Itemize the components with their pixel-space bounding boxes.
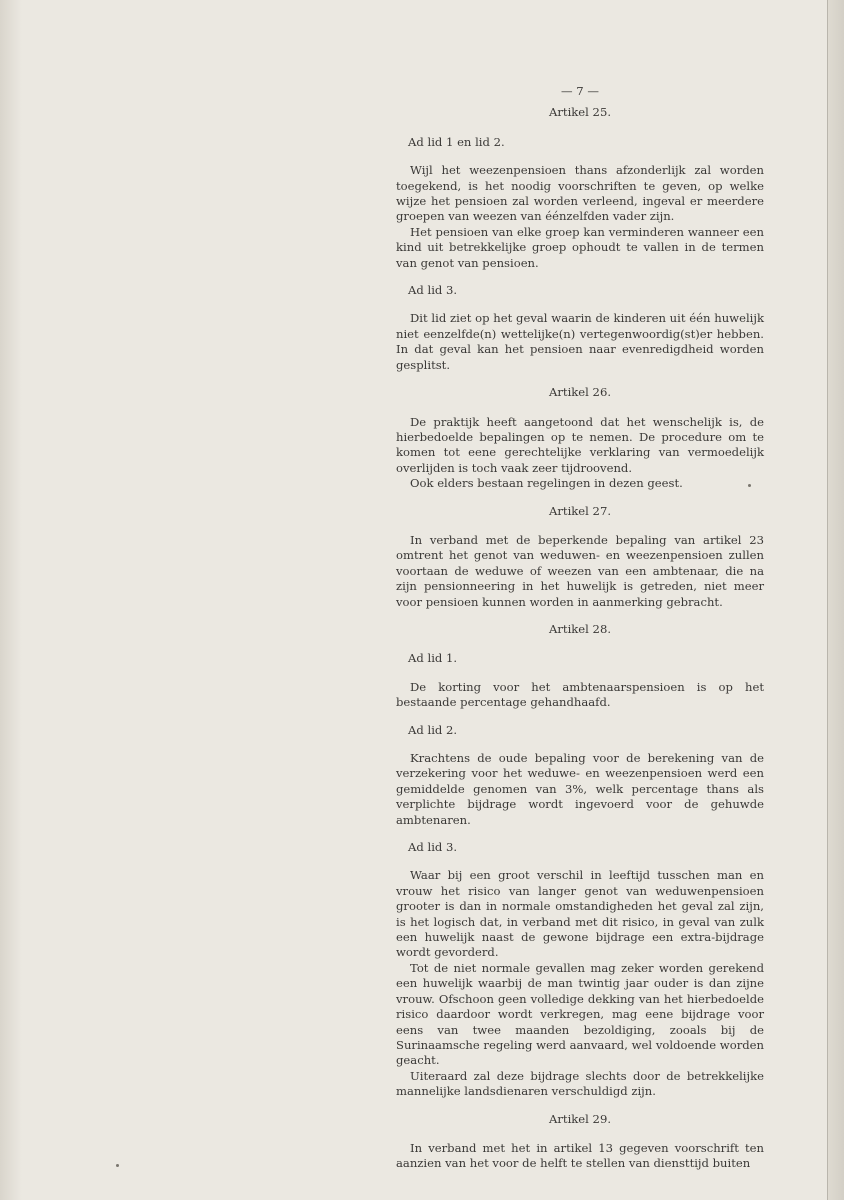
art25-paragraph-1: Wijl het weezenpensioen thans afzonderlijk zal worden toegekend, is het noodig voorschriften te geven, op welke wijze het pensioen zal worden verleend, ingeval er meerdere groepen van weezen van éénzelfden vader zijn. <box>396 163 764 224</box>
art28-paragraph-1: De korting voor het ambtenaarspensioen is op het bestaande percentage gehandhaafd. <box>396 679 764 710</box>
art28-ad-lid-1: Ad lid 1. <box>408 651 458 666</box>
art25-ad-lid-1-2: Ad lid 1 en lid 2. <box>408 134 505 149</box>
art25-ad-lid-3: Ad lid 3. <box>408 283 458 298</box>
document-body <box>396 84 764 1172</box>
art28-paragraph-2: Krachtens de oude bepaling voor de berekening van de verzekering voor het weduwe- en weezenpensioen werd een gemiddelde genomen van 3%, welk percentage thans als verplichte bijdrage wordt ingevoerd voor de gehuwde ambtenaren. <box>396 751 764 827</box>
art27-paragraph-1: In verband met de beperkende bepaling van artikel 23 omtrent het genot van weduwen- en weezenpensioen zullen voortaan de weduwe of weezen van een ambtenaar, die na zijn pensionneering in het huwelijk is getreden, niet meer voor pensioen kunnen worden in aanmerking gebracht. <box>396 532 764 609</box>
art28-paragraph-5: Uiteraard zal deze bijdrage slechts door de betrekkelijke mannelijke landsdienaren verschuldigd zijn. <box>396 1068 764 1099</box>
article-25-heading: Artikel 25. <box>549 105 611 120</box>
article-27-heading: Artikel 27. <box>549 503 611 518</box>
art28-ad-lid-3: Ad lid 3. <box>408 840 458 855</box>
paper-speck <box>116 1164 119 1167</box>
article-29-heading: Artikel 29. <box>549 1111 611 1126</box>
article-28-heading: Artikel 28. <box>549 621 611 636</box>
art25-paragraph-2: Het pensioen van elke groep kan verminderen wanneer een kind uit betrekkelijke groep ophoudt te vallen in de termen van genot van pensioen. <box>396 224 764 270</box>
paper-speck <box>748 484 751 487</box>
art25-paragraph-3: Dit lid ziet op het geval waarin de kinderen uit één huwelijk niet eenzelfde(n) wettelijke(n) vertegenwoordig(st)er hebben. In dat geval kan het pensioen naar evenredigdheid worden gesplitst. <box>396 311 764 372</box>
page-number: — 7 — <box>561 84 599 98</box>
art28-ad-lid-2: Ad lid 2. <box>408 722 458 737</box>
art26-paragraph-1: De praktijk heeft aangetoond dat het wenschelijk is, de hierbedoelde bepalingen op te nemen. De procedure om te komen tot eene gerechtelijke verklaring van vermoedelijk overlijden is toch vaak zeer tijdroovend. <box>396 414 764 475</box>
art28-paragraph-4: Tot de niet normale gevallen mag zeker worden gerekend een huwelijk waarbij de man twintig jaar ouder is dan zijne vrouw. Ofschoon geen volledige dekking van het hierbedoelde risico daardoor wordt verkregen, mag eene bijdrage voor eens van twee maanden bezoldiging, zooals bij de Surinaamsche regeling werd aanvaard, wel voldoende worden geacht. <box>396 960 764 1068</box>
art26-paragraph-2: Ook elders bestaan regelingen in dezen geest. <box>410 476 683 491</box>
art28-paragraph-3: Waar bij een groot verschil in leeftijd tusschen man en vrouw het risico van langer genot van weduwenpensioen grooter is dan in normale omstandigheden het geval zal zijn, is het logisch dat, in verband met dit risico, in geval van zulk een huwelijk naast de gewone bijdrage een extra-bijdrage wordt gevorderd. <box>396 868 764 960</box>
art29-paragraph-1: In verband met het in artikel 13 gegeven voorschrift ten aanzien van het voor de helft te stellen van diensttijd buiten <box>396 1140 764 1171</box>
article-26-heading: Artikel 26. <box>549 385 611 400</box>
